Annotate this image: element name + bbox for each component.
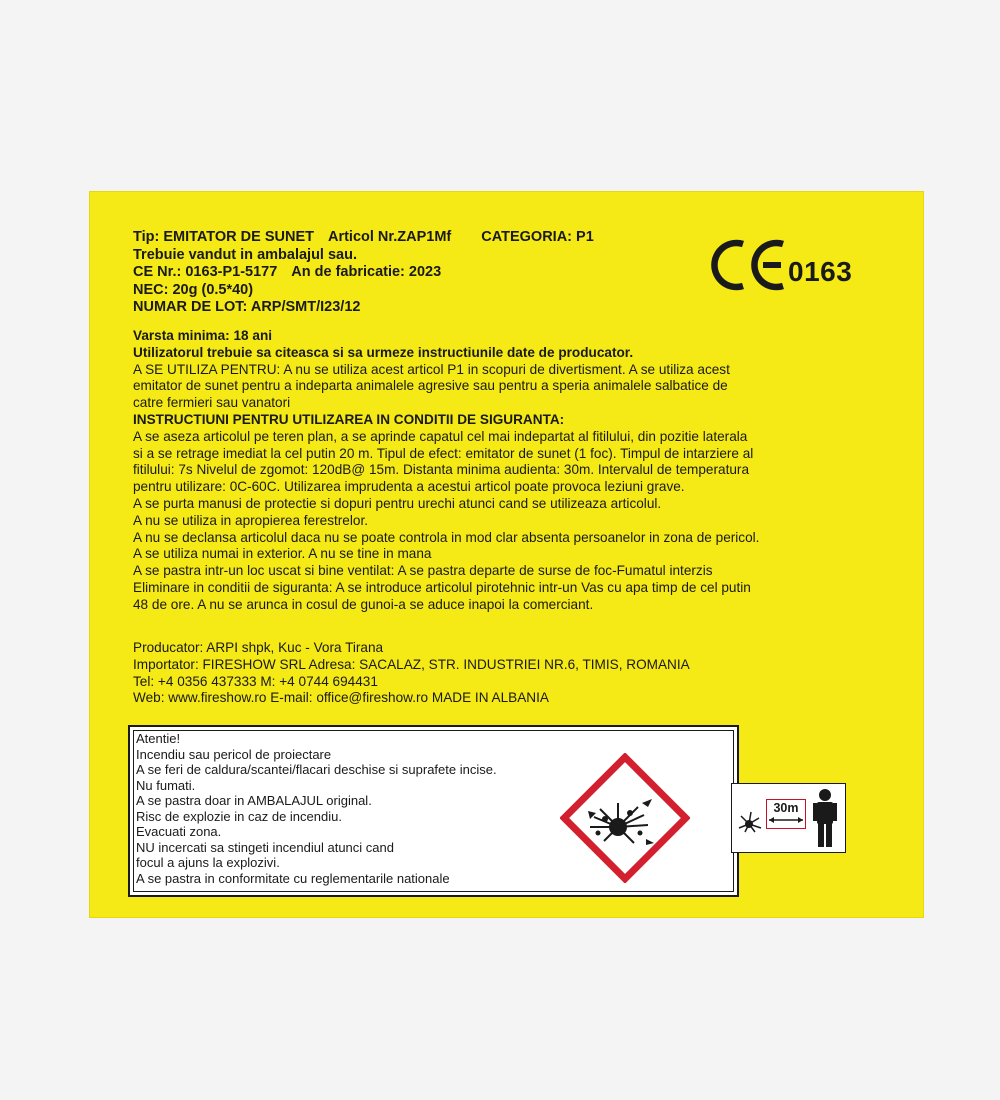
distance-arrow-icon: [767, 816, 805, 824]
ce-logo-icon: [711, 236, 787, 294]
exploding-bomb-icon: [560, 753, 690, 883]
safety-line: fitilului: 7s Nivelul de zgomot: 120dB@ 15m. Distanta minima audienta: 30m. Intervalul de temperatura: [133, 462, 750, 478]
importer-line: Importator: FIRESHOW SRL Adresa: SACALAZ, STR. INDUSTRIEI NR.6, TIMIS, ROMANIA: [133, 656, 690, 672]
warning-line: A se feri de caldura/scantei/flacari deschise si suprafete incise.: [136, 762, 497, 777]
user-note: Utilizatorul trebuie sa citeasca si sa urmeze instructiunile date de producator.: [133, 344, 634, 360]
warning-line: focul a ajuns la explozivi.: [136, 855, 280, 870]
warning-line: Risc de explozie in caz de incendiu.: [136, 808, 342, 824]
label-header: [133, 229, 594, 317]
safety-line: Eliminare in conditii de siguranta: A se introduce articolul pirotehnic intr-un Vas cu apa timp de cel putin: [133, 579, 751, 595]
article-number: Articol Nr.ZAP1Mf: [327, 229, 452, 245]
warning-line: Nu fumati.: [136, 777, 196, 793]
lot-number: NUMAR DE LOT: ARP/SMT/I23/12: [133, 299, 361, 315]
safety-line: A se utiliza numai in exterior. A nu se tine in mana: [133, 546, 432, 562]
ce-marking: [711, 236, 871, 296]
ce-number: CE Nr.: 0163-P1-5177: [133, 264, 278, 280]
safety-line: A se purta manusi de protectie si dopuri pentru urechi atunci cand se utilizeaza articolul.: [133, 495, 662, 511]
warning-line: Evacuati zona.: [136, 824, 222, 839]
category-text: CATEGORIA: P1: [481, 229, 594, 245]
nec-weight: NEC: 20g (0.5*40): [133, 281, 254, 298]
safety-line: A nu se declansa articolul daca nu se poate controla in mod clar absenta persoanelor in zona de pericol.: [133, 529, 760, 545]
safety-title: INSTRUCTIUNI PENTRU UTILIZAREA IN CONDITII DE SIGURANTA:: [133, 411, 565, 427]
instructions-block: [133, 328, 903, 614]
usage-line: emitator de sunet pentru a indeparta animalele agresive sau pentru a speria animalele salbatice de: [133, 378, 728, 394]
warning-line: Incendiu sau pericol de proiectare: [136, 746, 332, 762]
warning-text: [136, 731, 497, 886]
type-text: Tip: EMITATOR DE SUNET: [133, 229, 314, 245]
header-line-3: [133, 264, 594, 282]
usage-line: catre fermieri sau vanatori: [133, 395, 291, 411]
distance-value: 30m: [773, 801, 799, 815]
distance-label: [766, 799, 806, 829]
safety-distance-pictogram: [731, 783, 846, 853]
minimum-age: Varsta minima: 18 ani: [133, 328, 273, 343]
safety-line: A nu se utiliza in apropierea ferestrelor.: [133, 512, 369, 528]
safety-line: A se pastra intr-un loc uscat si bine ventilat: A se pastra departe de surse de foc-Fumatul interzis: [133, 563, 713, 579]
person-icon: [812, 788, 838, 848]
safety-line: A se aseza articolul pe teren plan, a se aprinde capatul cel mai indepartat al fitilului, din pozitie laterala: [133, 428, 748, 444]
firework-icon: [737, 810, 765, 834]
safety-line: 48 de ore. A nu se arunca in cosul de gunoi-a se aduce inapoi la comerciant.: [133, 596, 594, 612]
safety-line: si a se retrage imediat la cel putin 20 m. Tipul de efect: emitator de sunet (1 foc). Timpul de intarziere al: [133, 445, 754, 461]
manufacture-year: An de fabricatie: 2023: [291, 264, 442, 280]
notified-body-number: 0163: [788, 256, 853, 287]
product-label: [89, 191, 924, 918]
phone-line: Tel: +4 0356 437333 M: +4 0744 694431: [133, 673, 378, 689]
contact-block: [133, 640, 690, 707]
warning-line: A se pastra in conformitate cu reglementarile nationale: [136, 870, 450, 886]
warning-line: A se pastra doar in AMBALAJUL original.: [136, 793, 372, 808]
safety-line: pentru utilizare: 0C-60C. Utilizarea imprudenta a acestui articol poate provoca leziuni grave.: [133, 479, 685, 495]
warning-line: NU incercati sa stingeti incendiul atunci cand: [136, 839, 394, 855]
usage-line: A SE UTILIZA PENTRU: A nu se utiliza acest articol P1 in scopuri de divertisment. A se utiliza acest: [133, 361, 730, 377]
header-line-1: [133, 229, 594, 247]
warning-box: [128, 725, 739, 897]
warning-line: Atentie!: [136, 731, 181, 746]
producer-line: Producator: ARPI shpk, Kuc - Vora Tirana: [133, 640, 384, 655]
web-line: Web: www.fireshow.ro E-mail: office@fireshow.ro MADE IN ALBANIA: [133, 690, 549, 706]
sale-note: Trebuie vandut in ambalajul sau.: [133, 246, 357, 263]
